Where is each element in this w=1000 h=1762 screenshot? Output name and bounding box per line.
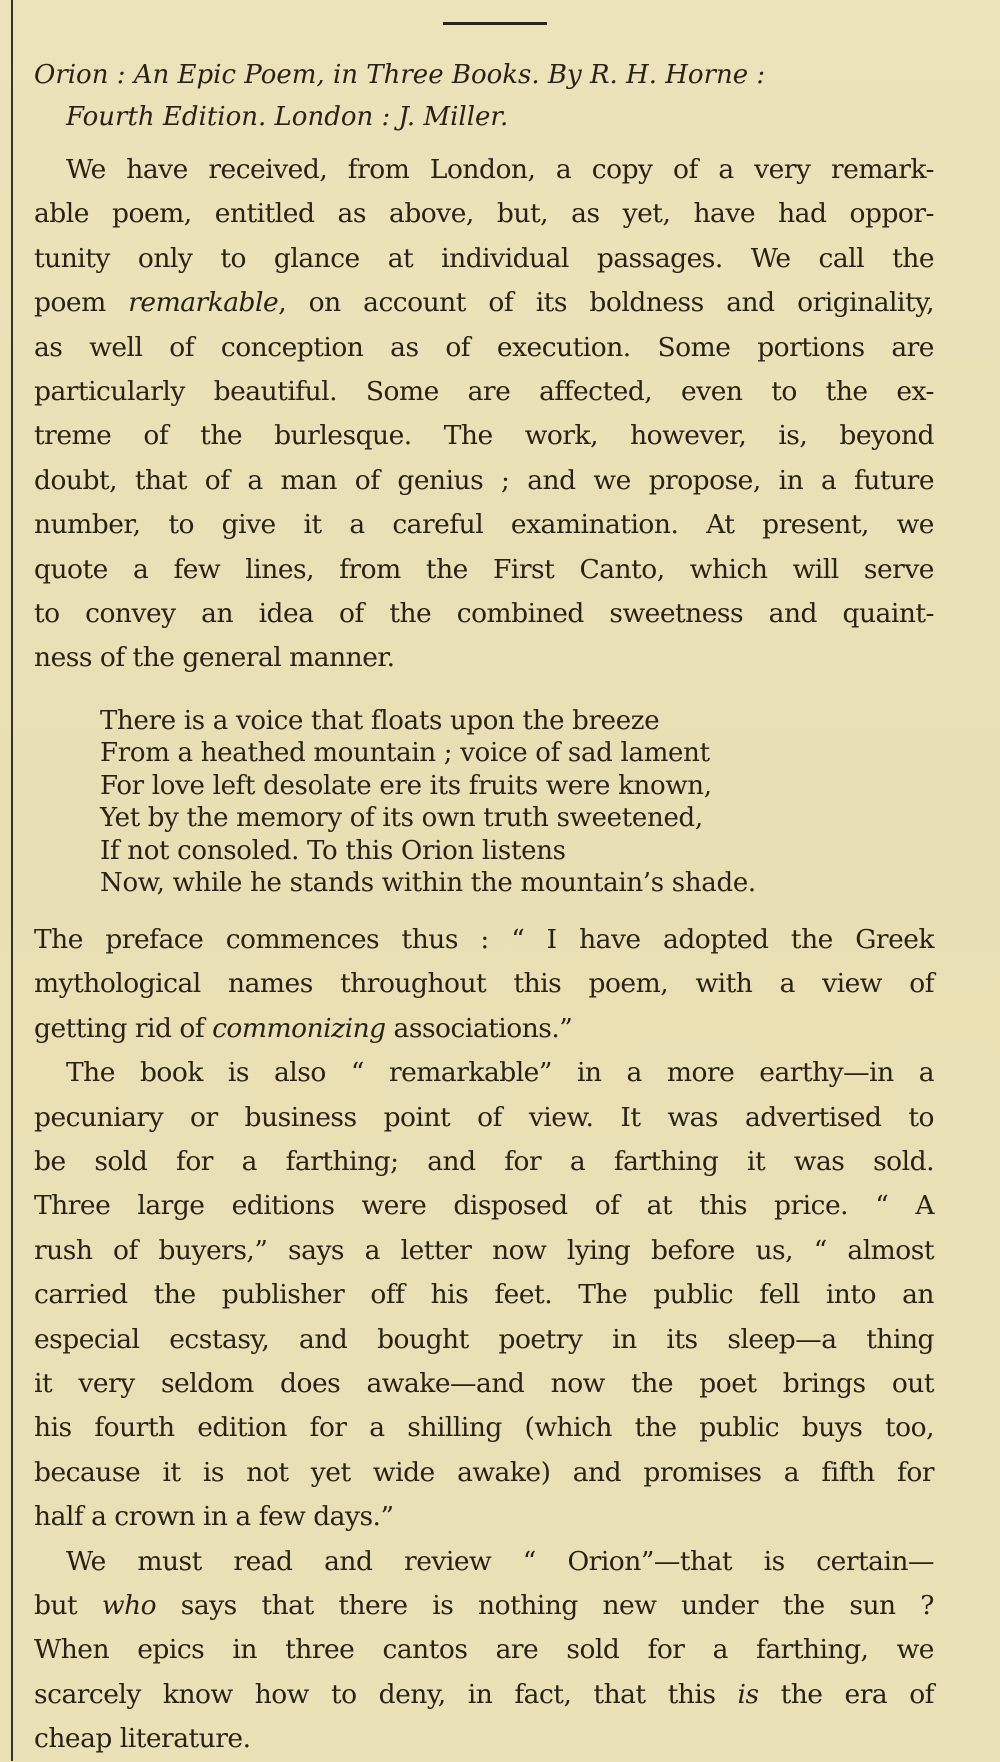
text-line: number, to give it a careful examination. At present, we bbox=[34, 509, 934, 541]
text-line: quote a few lines, from the First Canto, which will serve bbox=[34, 553, 934, 585]
verse-line: If not consoled. To this Orion listens bbox=[100, 835, 566, 866]
text-line: especial ecstasy, and bought poetry in its sleep—a thing bbox=[34, 1323, 934, 1355]
paragraph-preface bbox=[34, 918, 934, 1051]
text-segment: says that there is nothing new under the sun ? bbox=[156, 1589, 934, 1621]
text-line: his fourth edition for a shilling (which the public buys too, bbox=[34, 1412, 934, 1444]
text-line: doubt, that of a man of genius ; and we propose, in a future bbox=[34, 464, 934, 496]
text-line: We have received, from London, a copy of a very remark- bbox=[66, 154, 934, 185]
text-line: The book is also “ remarkable” in a more earthy—in a bbox=[66, 1057, 934, 1089]
text-line: to convey an idea of the combined sweetness and quaint- bbox=[34, 598, 934, 630]
text-line: as well of conception as of execution. Some portions are bbox=[34, 331, 934, 363]
text-line bbox=[34, 281, 934, 325]
verse-quotation bbox=[100, 705, 934, 900]
text-segment: scarcely know how to deny, in fact, that this bbox=[34, 1678, 738, 1710]
article bbox=[34, 54, 934, 1762]
text-line: ness of the general manner. bbox=[34, 642, 395, 674]
text-line: rush of buyers,” says a letter now lying before us, “ almost bbox=[34, 1234, 934, 1266]
paragraph-intro bbox=[34, 148, 934, 681]
verse-line: Yet by the memory of its own truth sweetened, bbox=[100, 803, 703, 834]
italic-emphasis: commonizing bbox=[212, 1012, 386, 1044]
text-segment: the era of bbox=[758, 1678, 934, 1710]
text-segment: , on account of its boldness and originality, bbox=[278, 287, 934, 319]
text-segment: associations.” bbox=[385, 1012, 573, 1044]
text-segment: poem bbox=[34, 287, 129, 319]
left-column-rule bbox=[11, 0, 13, 1761]
paragraph-farthing bbox=[34, 1051, 934, 1539]
text-line bbox=[34, 1584, 934, 1628]
text-segment: getting rid of bbox=[34, 1012, 213, 1044]
text-line: Three large editions were disposed of at this price. “ A bbox=[34, 1190, 934, 1222]
text-line: treme of the burlesque. The work, however, is, beyond bbox=[34, 420, 934, 452]
text-line bbox=[34, 1673, 934, 1717]
article-heading-line-2: Fourth Edition. London : J. Miller. bbox=[66, 102, 509, 132]
text-line: When epics in three cantos are sold for a farthing, we bbox=[34, 1634, 934, 1666]
text-line: cheap literature. bbox=[34, 1723, 251, 1755]
text-line: tunity only to glance at individual passages. We call the bbox=[34, 242, 934, 274]
text-segment: but bbox=[34, 1589, 102, 1621]
verse-line: There is a voice that floats upon the breeze bbox=[100, 705, 660, 736]
italic-emphasis: is bbox=[737, 1678, 759, 1710]
text-line: half a crown in a few days.” bbox=[34, 1501, 394, 1533]
paragraph-conclusion bbox=[34, 1540, 934, 1762]
text-line: pecuniary or business point of view. It was advertised to bbox=[34, 1101, 934, 1133]
text-line bbox=[34, 1007, 934, 1051]
text-line: be sold for a farthing; and for a farthing it was sold. bbox=[34, 1145, 934, 1177]
text-line: mythological names throughout this poem, with a view of bbox=[34, 968, 934, 1000]
italic-emphasis: who bbox=[101, 1589, 157, 1621]
text-line: We must read and review “ Orion”—that is certain— bbox=[66, 1545, 934, 1577]
verse-line: From a heathed mountain ; voice of sad lament bbox=[100, 738, 710, 769]
text-line: The preface commences thus : “ I have adopted the Greek bbox=[34, 923, 934, 955]
text-line: it very seldom does awake—and now the poet brings out bbox=[34, 1367, 934, 1399]
verse-line: Now, while he stands within the mountain’s shade. bbox=[100, 868, 756, 899]
text-line: particularly beautiful. Some are affected, even to the ex- bbox=[34, 376, 934, 408]
verse-line: For love left desolate ere its fruits were known, bbox=[100, 770, 712, 801]
text-line: because it is not yet wide awake) and promises a fifth for bbox=[34, 1456, 934, 1488]
italic-emphasis: remarkable bbox=[128, 287, 279, 319]
article-heading-line-1: Orion : An Epic Poem, in Three Books. By R. H. Horne : bbox=[34, 60, 766, 90]
top-divider-rule bbox=[443, 22, 547, 25]
text-line: able poem, entitled as above, but, as yet, have had oppor- bbox=[34, 198, 934, 230]
text-line: carried the publisher off his feet. The public fell into an bbox=[34, 1279, 934, 1311]
